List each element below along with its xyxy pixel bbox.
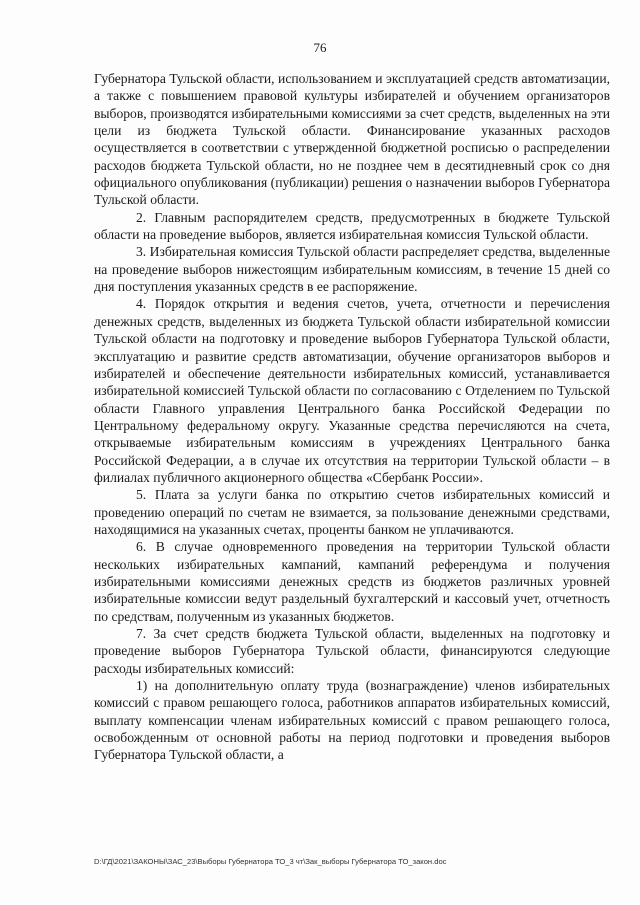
page-number: 76	[313, 40, 327, 55]
paragraph-subitem-1: 1) на дополнительную оплату труда (вознаграждение) членов избирательных комиссий с правом решающего голоса, работников аппаратов избирательных комиссий, выплату компенсации членам избирательных комиссий с правом решающего голоса, освобожденным от основной работы на период подготовки и проведения выборов Губернатора Тульской области, а	[94, 678, 610, 763]
paragraph-item-7: 7. За счет средств бюджета Тульской области, выделенных на подготовку и проведение выборов Губернатора Тульской области, финансируются следующие расходы избирательных комиссий:	[94, 626, 610, 676]
paragraph-continuation: Губернатора Тульской области, использованием и эксплуатацией средств автоматизации, а также с повышением правовой культуры избирателей и обучением организаторов выборов, производятся избирательными комиссиями за счет средств, выделенных на эти цели из бюджета Тульской области. Финансирование указанных расходов осуществляется в соответствии с утвержденной бюджетной росписью о распределении расходов бюджета Тульской области, но не позднее чем в десятидневный срок со дня официального опубликования (публикации) решения о назначении выборов Губернатора Тульской области.	[94, 71, 610, 208]
paragraph-item-5: 5. Плата за услуги банка по открытию счетов избирательных комиссий и проведению операций по счетам не взимается, за пользование денежными средствами, находящимися на указанных счетах, проценты банком не уплачиваются.	[94, 487, 610, 537]
document-body	[94, 70, 610, 764]
paragraph-item-6: 6. В случае одновременного проведения на территории Тульской области нескольких избирательных кампаний, кампаний референдума и получения избирательными комиссиями денежных средств из бюджетов различных уровней избирательные комиссии ведут раздельный бухгалтерский и кассовый учет, отчетность по средствам, полученным из указанных бюджетов.	[94, 539, 610, 624]
paragraph-item-4: 4. Порядок открытия и ведения счетов, учета, отчетности и перечисления денежных средств, выделенных из бюджета Тульской области избирательной комиссии Тульской области на подготовку и проведение выборов Губернатора Тульской области, эксплуатацию и развитие средств автоматизации, обучение организаторов выборов и избирателей и обеспечение деятельности избирательных комиссий, устанавливается избирательной комиссией Тульской области по согласованию с Отделением по Тульской области Главного управления Центрального банка Российской Федерации по Центральному федеральному округу. Указанные средства перечисляются на счета, открываемые избирательным комиссиям в учреждениях Центрального банка Российской Федерации, а в случае их отсутствия на территории Тульской области – в филиалах публичного акционерного общества «Сбербанк России».	[94, 296, 610, 485]
file-path-footer: D:\ГД\2021\ЗАКОНЫ\ЗАС_23\Выборы Губернатора ТО_3 чт\Зак_выборы Губернатора ТО_закон.doc	[94, 857, 447, 866]
paragraph-item-3: 3. Избирательная комиссия Тульской области распределяет средства, выделенные на проведение выборов нижестоящим избирательным комиссиям, в течение 15 дней со дня поступления указанных средств в ее распоряжение.	[94, 244, 610, 295]
paragraph-item-2: 2. Главным распорядителем средств, предусмотренных в бюджете Тульской области на проведение выборов, является избирательная комиссия Тульской области.	[94, 209, 610, 243]
